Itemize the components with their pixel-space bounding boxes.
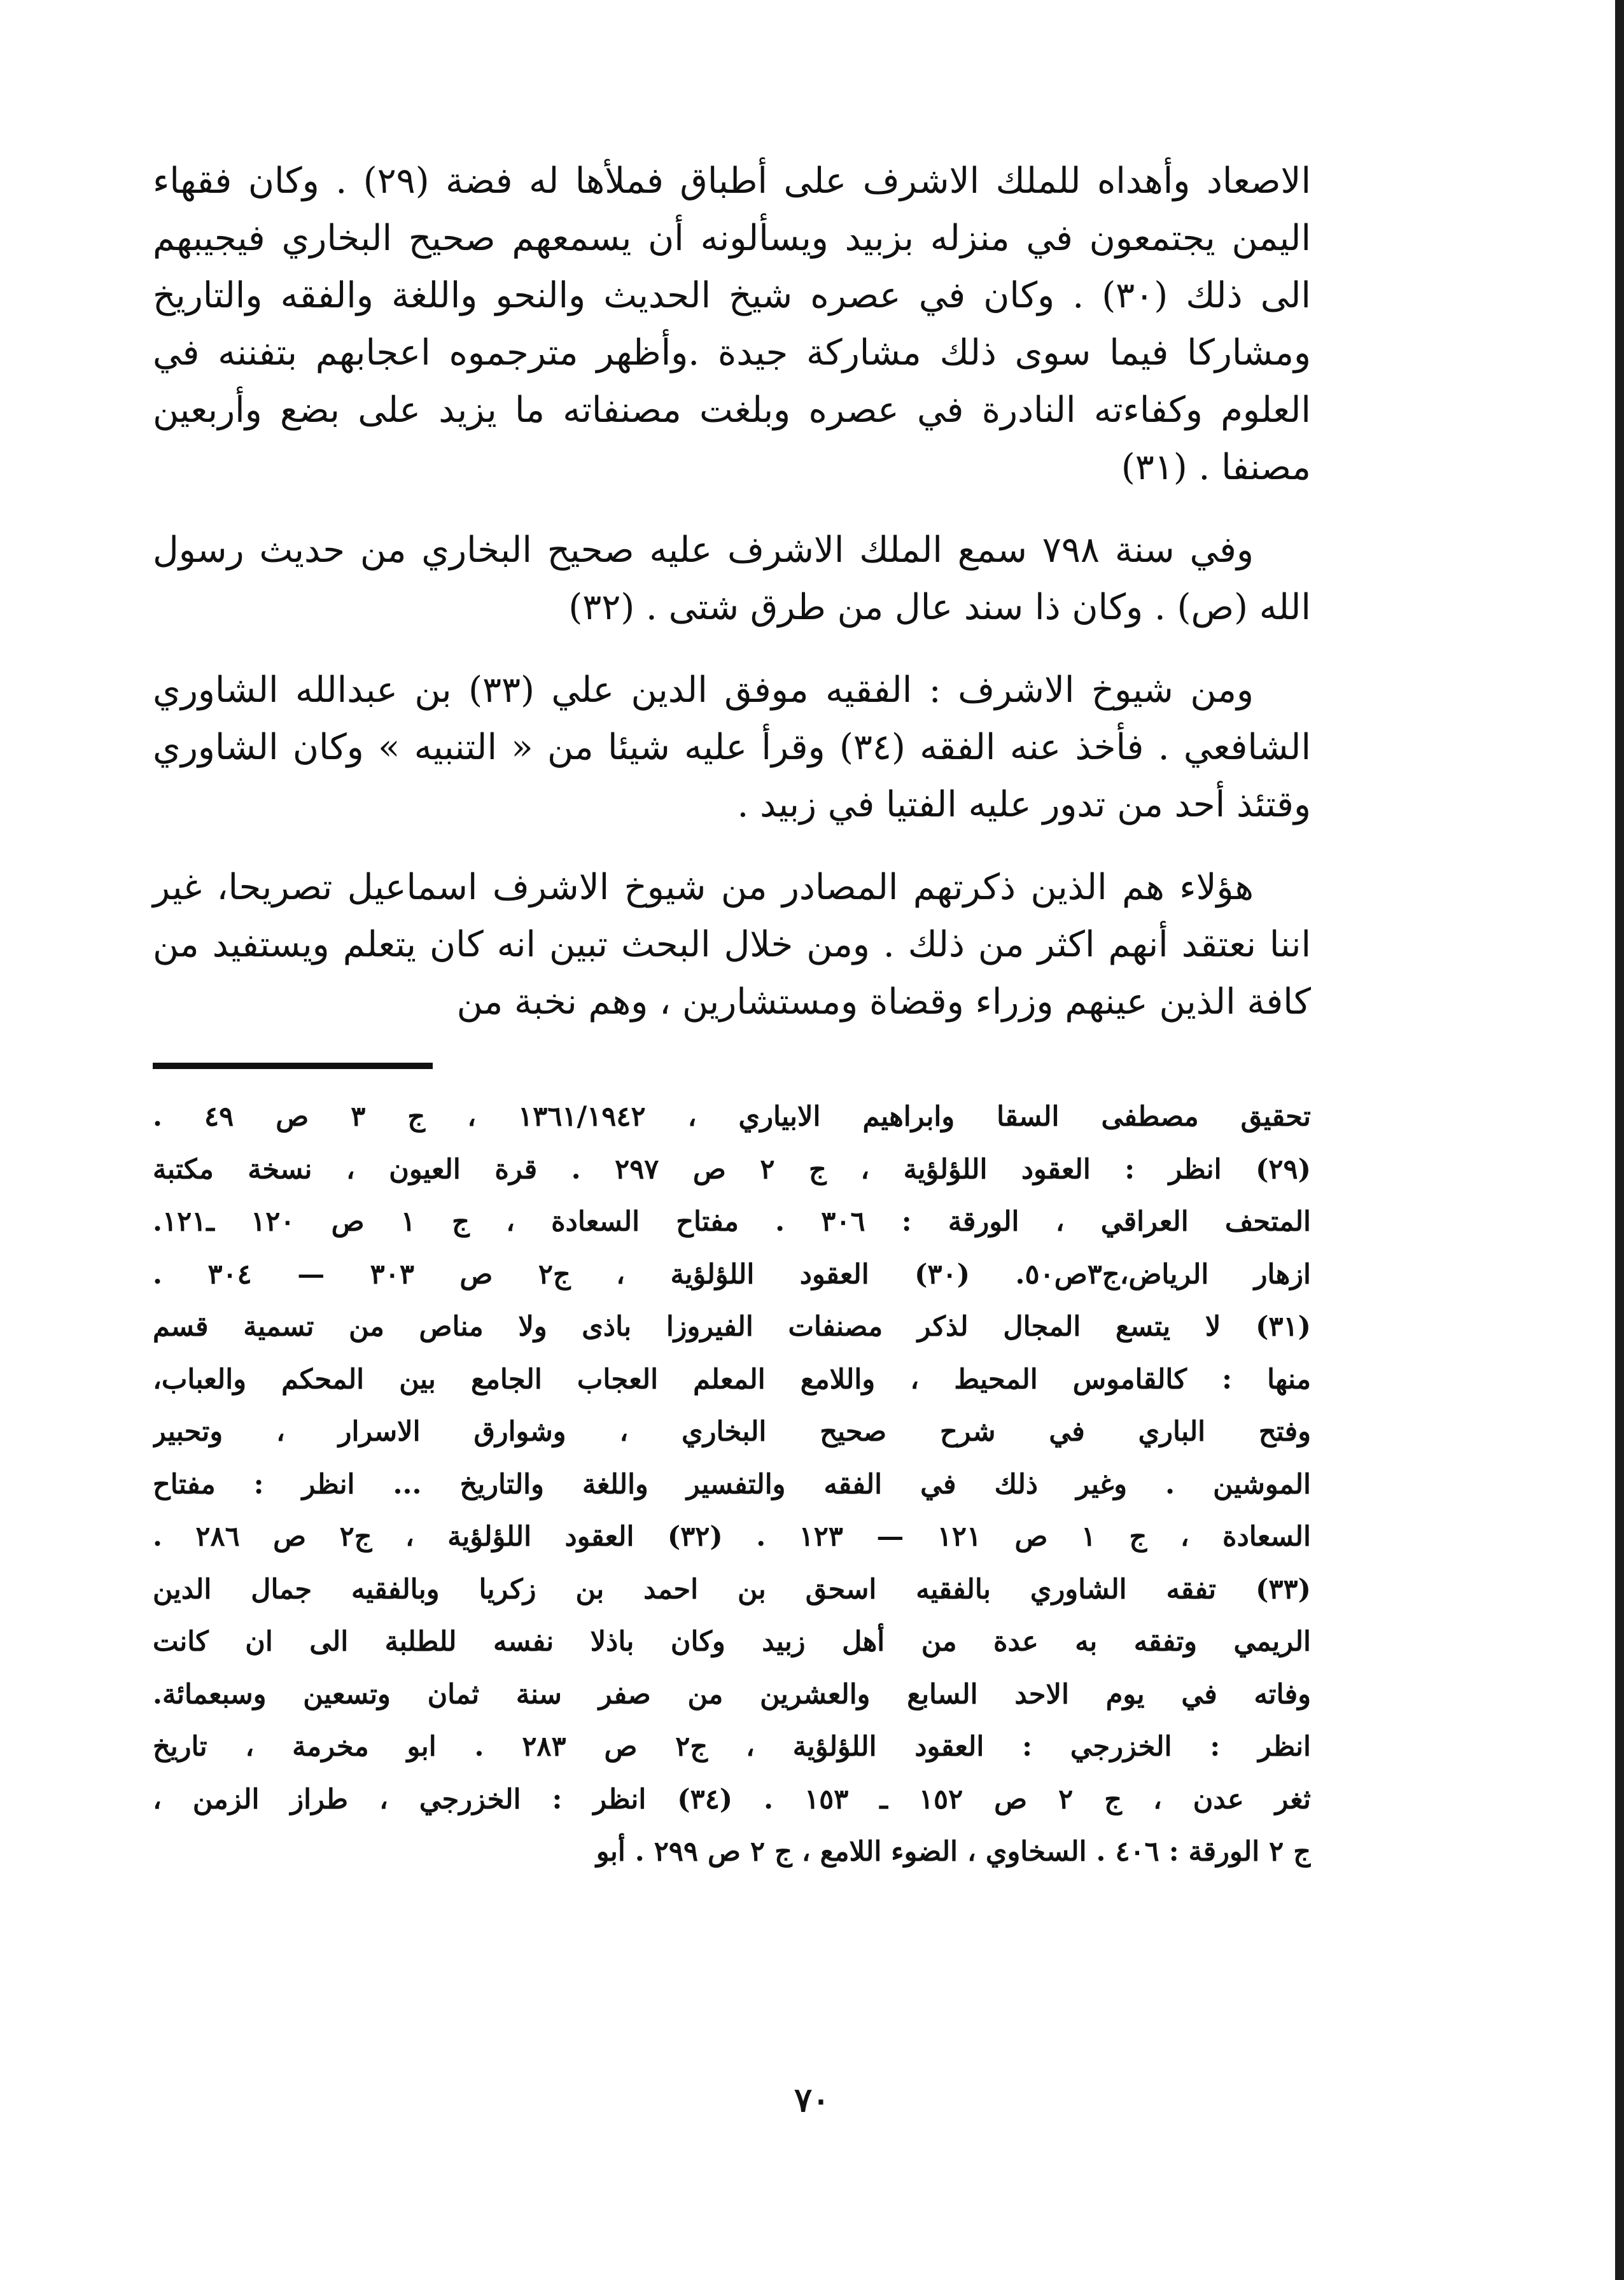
footnote-line: الريمي وتفقه به عدة من أهل زبيد وكان باذلا نفسه للطلبة الى ان كانت: [153, 1626, 1311, 1658]
footnote-line: ج ٢ الورقة : ٤٠٦ . السخاوي ، الضوء اللامع ، ج ٢ ص ٢٩٩ . أبو: [596, 1836, 1311, 1868]
footnote-line: منها : كالقاموس المحيط ، واللامع المعلم العجاب الجامع بين المحكم والعباب،: [153, 1363, 1311, 1395]
footnote-line: الموشين . وغير ذلك في الفقه والتفسير واللغة والتاريخ ... انظر : مفتاح: [153, 1468, 1311, 1500]
footnote-line: (٢٩) انظر : العقود اللؤلؤية ، ج ٢ ص ٢٩٧ . قرة العيون ، نسخة مكتبة: [153, 1153, 1311, 1185]
footnote-line: تحقيق مصطفى السقا وابراهيم الابياري ، ١٣٦١/١٩٤٢ ، ج ٣ ص ٤٩ .: [153, 1101, 1311, 1133]
footnote-line: ازهار الرياض،ج٣ص٥٠. (٣٠) العقود اللؤلؤية ، ج٢ ص ٣٠٣ — ٣٠٤ .: [153, 1258, 1311, 1290]
footnote-separator-wrap: [153, 1063, 1311, 1069]
footnote-line: السعادة ، ج ١ ص ١٢١ — ١٢٣ . (٣٢) العقود اللؤلؤية ، ج٢ ص ٢٨٦ .: [153, 1521, 1311, 1553]
page-content: [153, 153, 1311, 1878]
body-paragraph-4: هؤلاء هم الذين ذكرتهم المصادر من شيوخ الاشرف اسماعيل تصريحا، غير اننا نعتقد أنهم اكثر من ذلك . ومن خلال البحث تبين انه كان يتعلم ويستفيد من كافة الذين عينهم وزراء وقضاة ومستشارين ، وهم نخبة من: [153, 867, 1311, 1023]
footnote-line: وفتح الباري في شرح صحيح البخاري ، وشوارق الاسرار ، وتحبير: [153, 1416, 1311, 1448]
footnotes: [153, 1091, 1311, 1878]
footnote-line: (٣٣) تفقه الشاوري بالفقيه اسحق بن احمد بن زكريا وبالفقيه جمال الدين: [153, 1573, 1311, 1605]
footnote-line: انظر : الخزرجي : العقود اللؤلؤية ، ج٢ ص ٢٨٣ . ابو مخرمة ، تاريخ: [153, 1731, 1311, 1763]
body-paragraph-1: الاصعاد وأهداه للملك الاشرف على أطباق فملأها له فضة (٢٩) . وكان فقهاء اليمن يجتمعون في منزله بزبيد ويسألونه أن يسمعهم صحيح البخاري فيجيبهم الى ذلك (٣٠) . وكان في عصره شيخ الحديث والنحو واللغة والفقه والتاريخ ومشاركا فيما سوى ذلك مشاركة جيدة .وأظهر مترجموه اعجابهم بتفننه في العلوم وكفاءته النادرة في عصره وبلغت مصنفاته ما يزيد على بضع وأربعين مصنفا . (٣١): [153, 160, 1312, 488]
footnote-line: المتحف العراقي ، الورقة : ٣٠٦ . مفتاح السعادة ، ج ١ ص ١٢٠ ـ١٢١.: [153, 1206, 1311, 1238]
body-paragraph-2: وفي سنة ٧٩٨ سمع الملك الاشرف عليه صحيح البخاري من حديث رسول الله (ص) . وكان ذا سند عال من طرق شتى . (٣٢): [153, 529, 1311, 628]
footnote-separator: [153, 1063, 433, 1069]
page-number: ٧٠: [794, 2081, 830, 2120]
footnote-line: ثغر عدن ، ج ٢ ص ١٥٢ ـ ١٥٣ . (٣٤) انظر : الخزرجي ، طراز الزمن ،: [153, 1783, 1311, 1815]
body-paragraph-3: ومن شيوخ الاشرف : الفقيه موفق الدين علي (٣٣) بن عبدالله الشاوري الشافعي . فأخذ عنه الفقه (٣٤) وقرأ عليه شيئا من « التنبيه » وكان الشاوري وقتئذ أحد من تدور عليه الفتيا في زبيد .: [153, 669, 1311, 825]
footnote-line: وفاته في يوم الاحد السابع والعشرين من صفر سنة ثمان وتسعين وسبعمائة.: [153, 1678, 1311, 1710]
footnote-line: (٣١) لا يتسع المجال لذكر مصنفات الفيروزا باذى ولا مناص من تسمية قسم: [153, 1311, 1311, 1343]
book-spine-edge: [1615, 0, 1624, 2280]
